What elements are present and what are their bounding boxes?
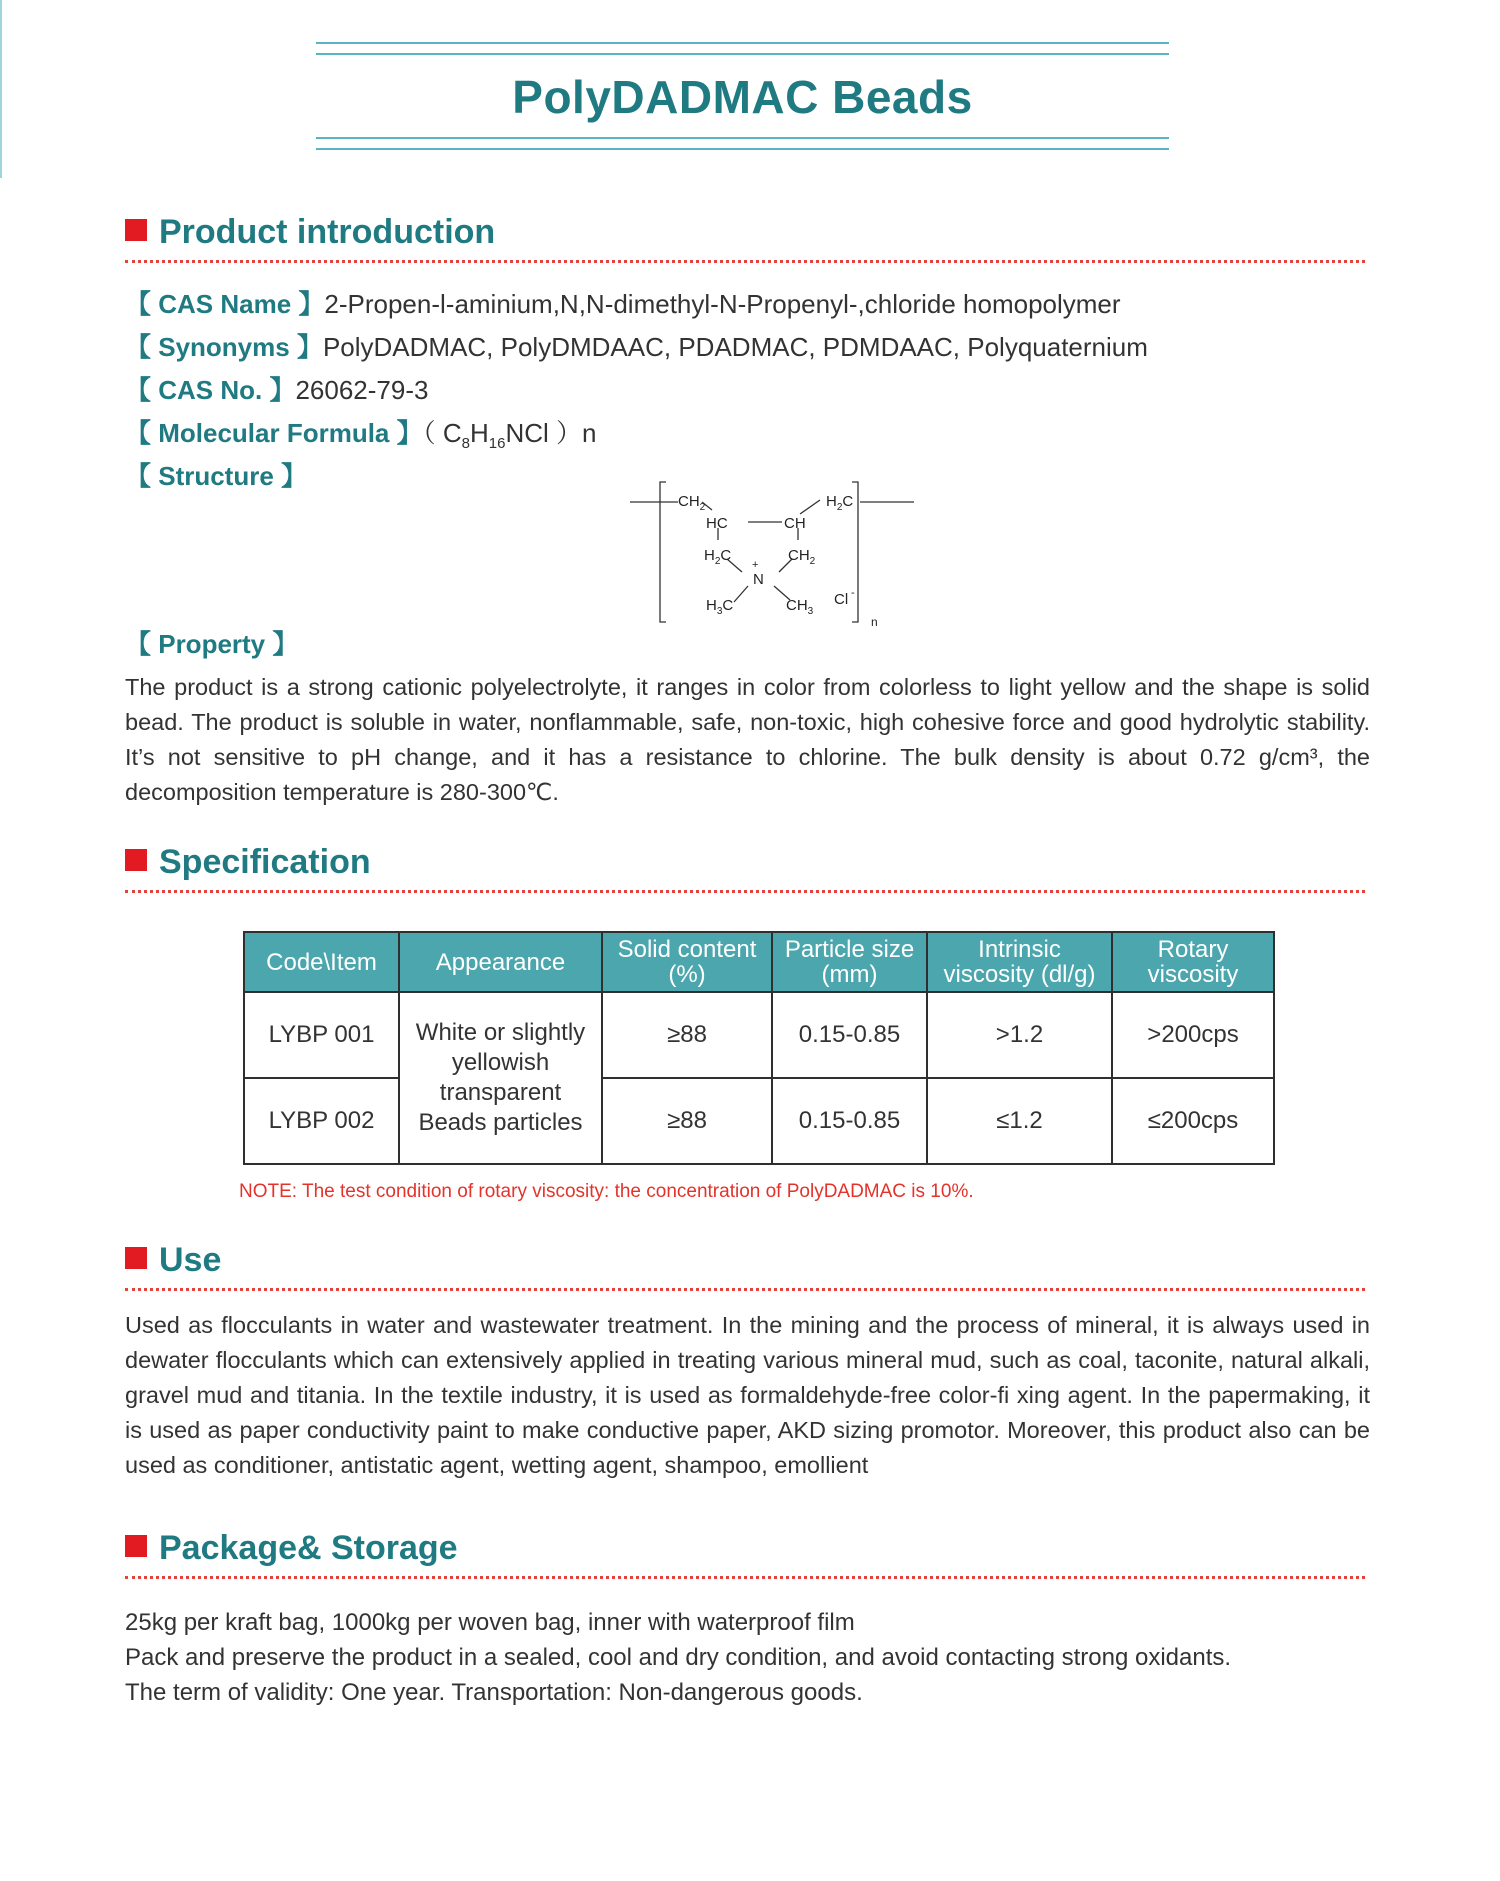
title-block xyxy=(316,42,1169,150)
dotted-divider xyxy=(125,890,1365,893)
page-title: PolyDADMAC Beads xyxy=(512,71,973,123)
section-title: Package& Storage xyxy=(159,1529,458,1567)
left-edge-line xyxy=(0,0,2,178)
synonyms-field xyxy=(125,330,1148,364)
package-line: Pack and preserve the product in a sealed, cool and dry condition, and avoid contacting strong oxidants. xyxy=(125,1644,1232,1671)
table-row xyxy=(244,1078,1274,1164)
synonyms-value: PolyDADMAC, PolyDMDAAC, PDADMAC, PDMDAAC, Polyquaternium xyxy=(322,332,1148,362)
title-rule-top xyxy=(316,42,1169,55)
formula-key: 【 Molecular Formula 】 xyxy=(125,418,423,448)
section-bullet-icon xyxy=(125,1247,147,1269)
column-header: Code\Item xyxy=(244,932,399,992)
specification-table xyxy=(243,931,1275,1165)
column-header: Appearance xyxy=(399,932,602,992)
n-plus-charge: + xyxy=(752,559,759,571)
rotary-viscosity-cell: ≤200cps xyxy=(1112,1078,1274,1164)
h3c-label: $H_3C$ xyxy=(706,597,734,617)
particle-size-cell: 0.15-0.85 xyxy=(772,992,927,1078)
ch-label: CH xyxy=(784,515,806,532)
cas-name-value: 2-Propen-l-aminium,N,N-dimethyl-N-Propenyl-,chloride homopolymer xyxy=(324,289,1121,319)
section-title: Use xyxy=(159,1241,222,1279)
particle-size-cell: 0.15-0.85 xyxy=(772,1078,927,1164)
table-row xyxy=(244,992,1274,1078)
cas-name-key: 【 CAS Name 】 xyxy=(125,289,325,319)
synonyms-key: 【 Synonyms 】 xyxy=(125,332,323,362)
package-line: 25kg per kraft bag, 1000kg per woven bag, inner with waterproof film xyxy=(125,1609,855,1636)
structure-key: 【 Structure 】 xyxy=(125,461,308,491)
cas-name-field xyxy=(125,287,1121,321)
cas-no-key: 【 CAS No. 】 xyxy=(125,375,296,405)
section-bullet-icon xyxy=(125,219,147,241)
table-header-row xyxy=(244,932,1274,992)
formula-open: （ C xyxy=(422,418,462,448)
code-cell: LYBP 001 xyxy=(244,992,399,1078)
h2c-left-label: $H_2C$ xyxy=(704,547,732,567)
section-use xyxy=(125,1241,1365,1291)
rotary-viscosity-cell: >200cps xyxy=(1112,992,1274,1078)
ch2-top-left-label: $CH_2$ xyxy=(678,493,706,513)
rotary-viscosity-note: NOTE: The test condition of rotary viscosity: the concentration of PolyDADMAC is 10%. xyxy=(239,1181,974,1202)
use-paragraph: Used as flocculants in water and wastewater treatment. In the mining and the process of mineral, it is always used in dewater flocculants which can extensively applied in treating various mineral mud, such as coal, taconite, natural alkali, gravel mud and titania. In the textile industry, it is used as formaldehyde-free color-fi xing agent. In the papermaking, it is used as paper conductivity paint to make conductive paper, AKD sizing promotor. Moreover, this product also can be used as conditioner, antistatic agent, wetting agent, shampoo, emollient xyxy=(125,1312,1370,1478)
solid-content-cell: ≥88 xyxy=(602,992,772,1078)
property-paragraph: The product is a strong cationic polyelectrolyte, it ranges in color from colorless to light yellow and the shape is solid bead. The product is soluble in water, nonflammable, safe, non-toxic, high cohesive force and good hydrolytic stability. It’s not sensitive to pH change, and it has a resistance to chlorine. The bulk density is about 0.72 g/cm³, the decomposition temperature is 280-300℃. xyxy=(125,674,1370,805)
title-rule-bottom xyxy=(316,137,1169,150)
solid-content-cell: ≥88 xyxy=(602,1078,772,1164)
formula-c-sub: 8 xyxy=(461,435,470,453)
dotted-divider xyxy=(125,1288,1365,1291)
molecular-formula-field xyxy=(125,416,596,461)
column-header: Solid content (%) xyxy=(602,932,772,992)
code-cell: LYBP 002 xyxy=(244,1078,399,1164)
appearance-cell: White or slightly yellowish transparent Beads particles xyxy=(399,992,602,1164)
chemical-structure-diagram xyxy=(630,480,920,630)
structure-field xyxy=(125,459,307,493)
property-field xyxy=(125,627,298,661)
package-line: The term of validity: One year. Transportation: Non-dangerous goods. xyxy=(125,1679,863,1706)
nitrogen-label: N xyxy=(753,571,764,588)
section-bullet-icon xyxy=(125,1535,147,1557)
column-header: Intrinsic viscosity (dl/g) xyxy=(927,932,1112,992)
section-product-introduction xyxy=(125,213,1365,263)
section-title: Specification xyxy=(159,843,371,881)
section-bullet-icon xyxy=(125,849,147,871)
h2c-top-right-label: $H_2C$ xyxy=(826,493,854,513)
n-subscript: n xyxy=(871,615,878,629)
column-header: Particle size (mm) xyxy=(772,932,927,992)
section-title: Product introduction xyxy=(159,213,496,251)
intrinsic-viscosity-cell: ≤1.2 xyxy=(927,1078,1112,1164)
ch3-label: $CH_3$ xyxy=(786,597,814,617)
dotted-divider xyxy=(125,260,1365,263)
cl-minus-charge: - xyxy=(851,587,855,599)
chloride-label: Cl xyxy=(834,591,849,608)
intrinsic-viscosity-cell: >1.2 xyxy=(927,992,1112,1078)
formula-h-sub: 16 xyxy=(488,435,506,453)
dotted-divider xyxy=(125,1576,1365,1579)
cas-no-field xyxy=(125,373,428,407)
cas-no-value: 26062-79-3 xyxy=(295,375,429,405)
section-package-storage xyxy=(125,1529,1365,1579)
section-specification xyxy=(125,843,1365,893)
formula-close: NCl ）n xyxy=(505,418,597,448)
ch2-right-label: $CH_2$ xyxy=(788,547,816,567)
column-header: Rotary viscosity xyxy=(1112,932,1274,992)
hc-label: HC xyxy=(706,515,728,532)
formula-h: H xyxy=(469,418,489,448)
property-key: 【 Property 】 xyxy=(125,629,299,659)
